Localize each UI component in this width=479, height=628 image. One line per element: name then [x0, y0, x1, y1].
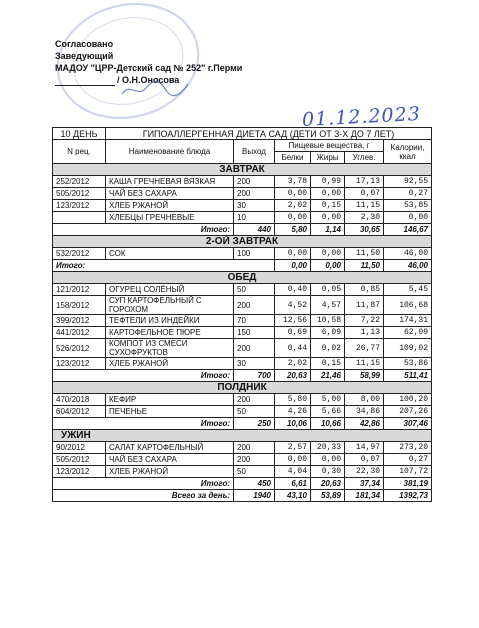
total-calories: 146,67 — [384, 224, 432, 236]
recipe-number: 399/2012 — [53, 315, 106, 327]
dish-name: ХЛЕБ РЖАНОЙ — [106, 466, 234, 478]
col-cal: Калории, ккал — [384, 140, 432, 164]
dish-name: ПЕЧЕНЬЕ — [106, 406, 234, 418]
carbs: 14,97 — [345, 442, 384, 454]
approval-line3: МАДОУ "ЦРР-Детский сад № 252" г.Перми — [55, 63, 243, 73]
section-title: УЖИН — [53, 430, 432, 442]
col-out: Выход — [234, 140, 275, 164]
total-carbs: 42,86 — [345, 418, 384, 430]
grand-total-row — [53, 490, 432, 502]
recipe-number: 252/2012 — [53, 176, 106, 188]
portion: 30 — [234, 358, 275, 370]
table-row — [53, 188, 432, 200]
approval-line2: Заведующий — [55, 51, 114, 61]
col-fat: Жиры — [311, 152, 345, 164]
total-calories: 307,46 — [384, 418, 432, 430]
dish-name: ХЛЕБЦЫ ГРЕЧНЕВЫЕ — [106, 212, 234, 224]
fats: 0,99 — [311, 176, 345, 188]
dish-name: ТЕФТЕЛИ ИЗ ИНДЕЙКИ — [106, 315, 234, 327]
col-prot: Белки — [275, 152, 311, 164]
calories: 0,00 — [384, 212, 432, 224]
recipe-number: 123/2012 — [53, 466, 106, 478]
col-name: Наименование блюда — [106, 140, 234, 164]
fats: 0,15 — [311, 200, 345, 212]
section-title: ПОЛДНИК — [53, 382, 432, 394]
dish-name: СУП КАРТОФЕЛЬНЫЙ С ГОРОХОМ — [106, 296, 234, 315]
total-portion: 250 — [234, 418, 275, 430]
recipe-number: 604/2012 — [53, 406, 106, 418]
dish-name: ЧАЙ БЕЗ САХАРА — [106, 188, 234, 200]
dish-name: ОГУРЕЦ СОЛЁНЫЙ — [106, 284, 234, 296]
portion: 200 — [234, 188, 275, 200]
table-row — [53, 327, 432, 339]
table-row — [53, 212, 432, 224]
dish-name: КАША ГРЕЧНЕВАЯ ВЯЗКАЯ — [106, 176, 234, 188]
col-rec: N рец. — [53, 140, 106, 164]
grand-total-out: 1940 — [234, 490, 275, 502]
portion: 200 — [234, 442, 275, 454]
portion: 200 — [234, 454, 275, 466]
total-portion: 450 — [234, 478, 275, 490]
dish-name: КОМПОТ ИЗ СМЕСИ СУХОФРУКТОВ — [106, 339, 234, 358]
menu-table — [52, 127, 432, 502]
fats: 5,00 — [311, 394, 345, 406]
grand-total-p: 43,10 — [275, 490, 311, 502]
fats: 0,05 — [311, 284, 345, 296]
dish-name: ЧАЙ БЕЗ САХАРА — [106, 454, 234, 466]
calories: 0,27 — [384, 188, 432, 200]
portion: 30 — [234, 200, 275, 212]
table-row — [53, 454, 432, 466]
dish-name: КЕФИР — [106, 394, 234, 406]
portion: 50 — [234, 466, 275, 478]
calories: 273,20 — [384, 442, 432, 454]
table-row — [53, 248, 432, 260]
grand-total-k: 1392,73 — [384, 490, 432, 502]
recipe-number: 505/2012 — [53, 188, 106, 200]
proteins: 2,02 — [275, 358, 311, 370]
table-row — [53, 176, 432, 188]
section-header — [53, 272, 432, 284]
proteins: 4,04 — [275, 466, 311, 478]
total-fats: 0,00 — [311, 260, 345, 272]
fats: 10,58 — [311, 315, 345, 327]
proteins: 2,57 — [275, 442, 311, 454]
col-carb: Углев. — [345, 152, 384, 164]
calories: 92,55 — [384, 176, 432, 188]
proteins: 12,56 — [275, 315, 311, 327]
recipe-number: 90/2012 — [53, 442, 106, 454]
table-row — [53, 442, 432, 454]
calories: 106,68 — [384, 296, 432, 315]
carbs: 26,77 — [345, 339, 384, 358]
calories: 5,45 — [384, 284, 432, 296]
calories: 207,26 — [384, 406, 432, 418]
section-header — [53, 236, 432, 248]
day-cell: 10 ДЕНЬ — [53, 128, 106, 140]
proteins: 5,80 — [275, 394, 311, 406]
carbs: 7,22 — [345, 315, 384, 327]
grand-total-label: Всего за день: — [53, 490, 234, 502]
fats: 0,02 — [311, 339, 345, 358]
table-row — [53, 406, 432, 418]
portion: 200 — [234, 394, 275, 406]
total-fats: 1,14 — [311, 224, 345, 236]
fats: 20,33 — [311, 442, 345, 454]
total-label: Итого: — [53, 418, 234, 430]
portion: 50 — [234, 284, 275, 296]
portion: 70 — [234, 315, 275, 327]
total-carbs: 30,65 — [345, 224, 384, 236]
total-portion: 700 — [234, 370, 275, 382]
portion: 200 — [234, 296, 275, 315]
recipe-number: 123/2012 — [53, 200, 106, 212]
total-calories: 511,41 — [384, 370, 432, 382]
table-body — [53, 164, 432, 490]
total-calories: 46,00 — [384, 260, 432, 272]
portion: 50 — [234, 406, 275, 418]
table-row — [53, 284, 432, 296]
total-fats: 10,66 — [311, 418, 345, 430]
table-row — [53, 296, 432, 315]
fats: 4,57 — [311, 296, 345, 315]
section-header — [53, 164, 432, 176]
carbs: 22,30 — [345, 466, 384, 478]
portion: 200 — [234, 339, 275, 358]
carbs: 17,13 — [345, 176, 384, 188]
fats: 0,15 — [311, 358, 345, 370]
signature — [120, 78, 190, 100]
calories: 107,72 — [384, 466, 432, 478]
total-carbs: 37,34 — [345, 478, 384, 490]
recipe-number: 441/2012 — [53, 327, 106, 339]
recipe-number: 526/2012 — [53, 339, 106, 358]
total-proteins: 20,63 — [275, 370, 311, 382]
total-carbs: 58,99 — [345, 370, 384, 382]
date-handwritten: 01.12.2023 — [301, 102, 422, 132]
total-proteins: 6,61 — [275, 478, 311, 490]
total-row — [53, 418, 432, 430]
table-row — [53, 394, 432, 406]
total-proteins: 5,80 — [275, 224, 311, 236]
carbs: 1,13 — [345, 327, 384, 339]
dish-name: САЛАТ КАРТОФЕЛЬНЫЙ — [106, 442, 234, 454]
fats: 0,00 — [311, 248, 345, 260]
portion: 10 — [234, 212, 275, 224]
proteins: 0,40 — [275, 284, 311, 296]
recipe-number: 121/2012 — [53, 284, 106, 296]
col-nutr: Пищевые вещества, г — [275, 140, 384, 152]
calories: 100,20 — [384, 394, 432, 406]
header-row-1 — [53, 128, 432, 140]
carbs: 2,30 — [345, 212, 384, 224]
portion: 150 — [234, 327, 275, 339]
total-label: Итого: — [53, 260, 275, 272]
fats: 0,00 — [311, 454, 345, 466]
calories: 174,31 — [384, 315, 432, 327]
total-portion: 440 — [234, 224, 275, 236]
section-title: ОБЕД — [53, 272, 432, 284]
carbs: 0,07 — [345, 454, 384, 466]
recipe-number: 505/2012 — [53, 454, 106, 466]
proteins: 0,69 — [275, 327, 311, 339]
total-carbs: 11,50 — [345, 260, 384, 272]
proteins: 4,52 — [275, 296, 311, 315]
total-label: Итого: — [53, 370, 234, 382]
calories: 109,02 — [384, 339, 432, 358]
fats: 0,00 — [311, 212, 345, 224]
carbs: 8,00 — [345, 394, 384, 406]
table-title: ГИПОАЛЛЕРГЕННАЯ ДИЕТА САД (ДЕТИ ОТ 3-Х ДО 7 ЛЕТ) — [106, 128, 432, 140]
recipe-number: 158/2012 — [53, 296, 106, 315]
table-row — [53, 200, 432, 212]
proteins: 0,00 — [275, 212, 311, 224]
total-row — [53, 260, 432, 272]
carbs: 11,50 — [345, 248, 384, 260]
approval-line4: / О.Н.Оносова — [117, 75, 180, 85]
proteins: 4,26 — [275, 406, 311, 418]
total-label: Итого: — [53, 224, 234, 236]
dish-name: КАРТОФЕЛЬНОЕ ПЮРЕ — [106, 327, 234, 339]
table-row — [53, 466, 432, 478]
proteins: 2,02 — [275, 200, 311, 212]
portion: 100 — [234, 248, 275, 260]
recipe-number — [53, 212, 106, 224]
dish-name: ХЛЕБ РЖАНОЙ — [106, 358, 234, 370]
portion: 200 — [234, 176, 275, 188]
grand-total-f: 53,89 — [311, 490, 345, 502]
calories: 0,27 — [384, 454, 432, 466]
carbs: 0,85 — [345, 284, 384, 296]
fats: 0,00 — [311, 188, 345, 200]
fats: 0,30 — [311, 466, 345, 478]
proteins: 0,00 — [275, 248, 311, 260]
fats: 6,09 — [311, 327, 345, 339]
carbs: 11,87 — [345, 296, 384, 315]
signature-line — [55, 76, 115, 86]
dish-name: ХЛЕБ РЖАНОЙ — [106, 200, 234, 212]
calories: 53,86 — [384, 358, 432, 370]
total-calories: 381,19 — [384, 478, 432, 490]
header-row-2 — [53, 140, 432, 152]
total-proteins: 0,00 — [275, 260, 311, 272]
table-row — [53, 358, 432, 370]
carbs: 11,15 — [345, 200, 384, 212]
total-label: Итого: — [53, 478, 234, 490]
carbs: 11,15 — [345, 358, 384, 370]
fats: 5,66 — [311, 406, 345, 418]
section-title: 2-ОЙ ЗАВТРАК — [53, 236, 432, 248]
calories: 46,00 — [384, 248, 432, 260]
carbs: 34,86 — [345, 406, 384, 418]
calories: 62,09 — [384, 327, 432, 339]
total-row — [53, 224, 432, 236]
proteins: 0,00 — [275, 454, 311, 466]
proteins: 3,78 — [275, 176, 311, 188]
table-row — [53, 315, 432, 327]
table-row — [53, 339, 432, 358]
dish-name: СОК — [106, 248, 234, 260]
grand-total-c: 181,34 — [345, 490, 384, 502]
approval-line1: Согласовано — [55, 39, 114, 49]
total-fats: 20,63 — [311, 478, 345, 490]
section-title: ЗАВТРАК — [53, 164, 432, 176]
section-header — [53, 430, 432, 442]
recipe-number: 470/2018 — [53, 394, 106, 406]
section-header — [53, 382, 432, 394]
calories: 53,85 — [384, 200, 432, 212]
total-fats: 21,46 — [311, 370, 345, 382]
carbs: 0,07 — [345, 188, 384, 200]
total-row — [53, 370, 432, 382]
proteins: 0,44 — [275, 339, 311, 358]
total-row — [53, 478, 432, 490]
recipe-number: 532/2012 — [53, 248, 106, 260]
proteins: 0,00 — [275, 188, 311, 200]
total-proteins: 10,06 — [275, 418, 311, 430]
recipe-number: 123/2012 — [53, 358, 106, 370]
